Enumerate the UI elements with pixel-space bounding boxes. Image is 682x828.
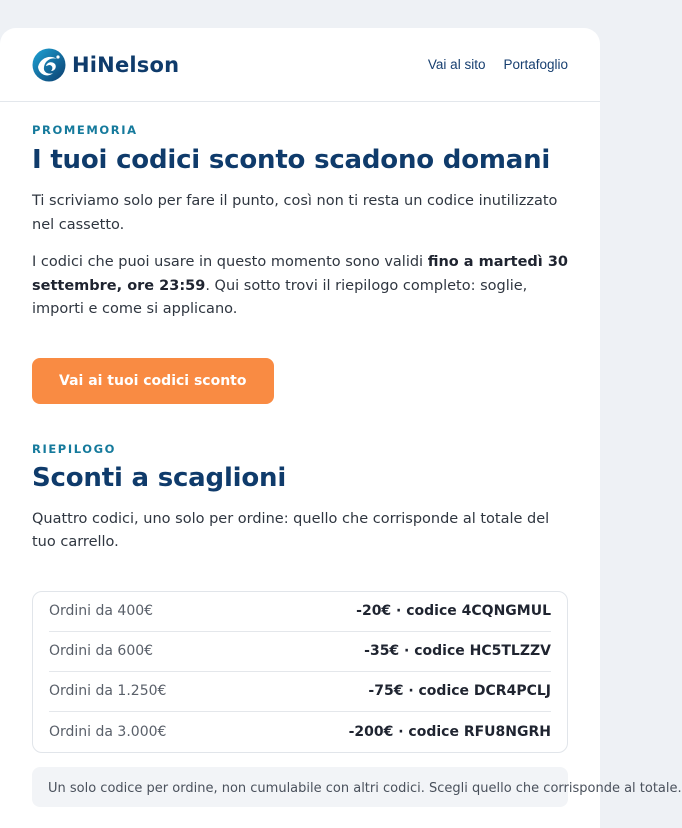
usage-note: Un solo codice per ordine, non cumulabile con altri codici. Scegli quello che corrisponde al totale.: [32, 767, 568, 807]
nav-link-site[interactable]: Vai al sito: [427, 57, 486, 72]
validity-suffix: . Qui sotto trovi il riepilogo completo: soglie, importi e come si applicano.: [32, 277, 528, 317]
table-row: [49, 712, 551, 752]
tier-discount-code: -75€ · codice DCR4PCLJ: [368, 683, 551, 699]
reminder-title: I tuoi codici sconto scadono domani: [32, 145, 551, 175]
tier-threshold: Ordini da 600€: [49, 643, 154, 659]
tier-discount-code: -200€ · codice RFU8NGRH: [348, 723, 551, 740]
validity-paragraph: [32, 251, 568, 322]
validity-prefix: I codici che puoi usare in questo momento sono validi: [32, 254, 428, 270]
tier-threshold: Ordini da 3.000€: [49, 723, 167, 740]
table-row: [49, 672, 551, 712]
tier-discount-code: -35€ · codice HC5TLZZV: [364, 643, 551, 659]
tier-discount-code: -20€ · codice 4CQNGMUL: [356, 603, 551, 619]
summary-title: Sconti a scaglioni: [32, 462, 287, 493]
nav-link-portfolio[interactable]: Portafoglio: [503, 57, 568, 72]
summary-intro: Quattro codici, uno solo per ordine: quello che corrisponde al totale del tuo carrello.: [32, 510, 550, 550]
tier-threshold: Ordini da 1.250€: [49, 683, 167, 699]
tier-threshold: Ordini da 400€: [49, 603, 154, 619]
email-content: [0, 123, 682, 807]
view-codes-button[interactable]: Vai ai tuoi codici sconto: [32, 358, 274, 404]
table-row: [49, 632, 551, 672]
validity-deadline: fino a martedì 30 settembre, ore 23:59: [32, 254, 569, 294]
hinelson-logo-icon: [32, 48, 66, 82]
header-nav: [428, 57, 568, 72]
tiers-table: [32, 591, 568, 753]
table-row: [49, 592, 551, 632]
email-header: [0, 28, 600, 102]
brand[interactable]: [32, 48, 179, 82]
summary-eyebrow: RIEPILOGO: [32, 441, 117, 456]
brand-name: HiNelson: [72, 52, 180, 77]
reminder-intro: Ti scriviamo solo per fare il punto, così non ti resta un codice inutilizzato nel cassetto.: [32, 193, 558, 233]
reminder-eyebrow: PROMEMORIA: [32, 123, 138, 137]
email-card: [0, 28, 682, 828]
